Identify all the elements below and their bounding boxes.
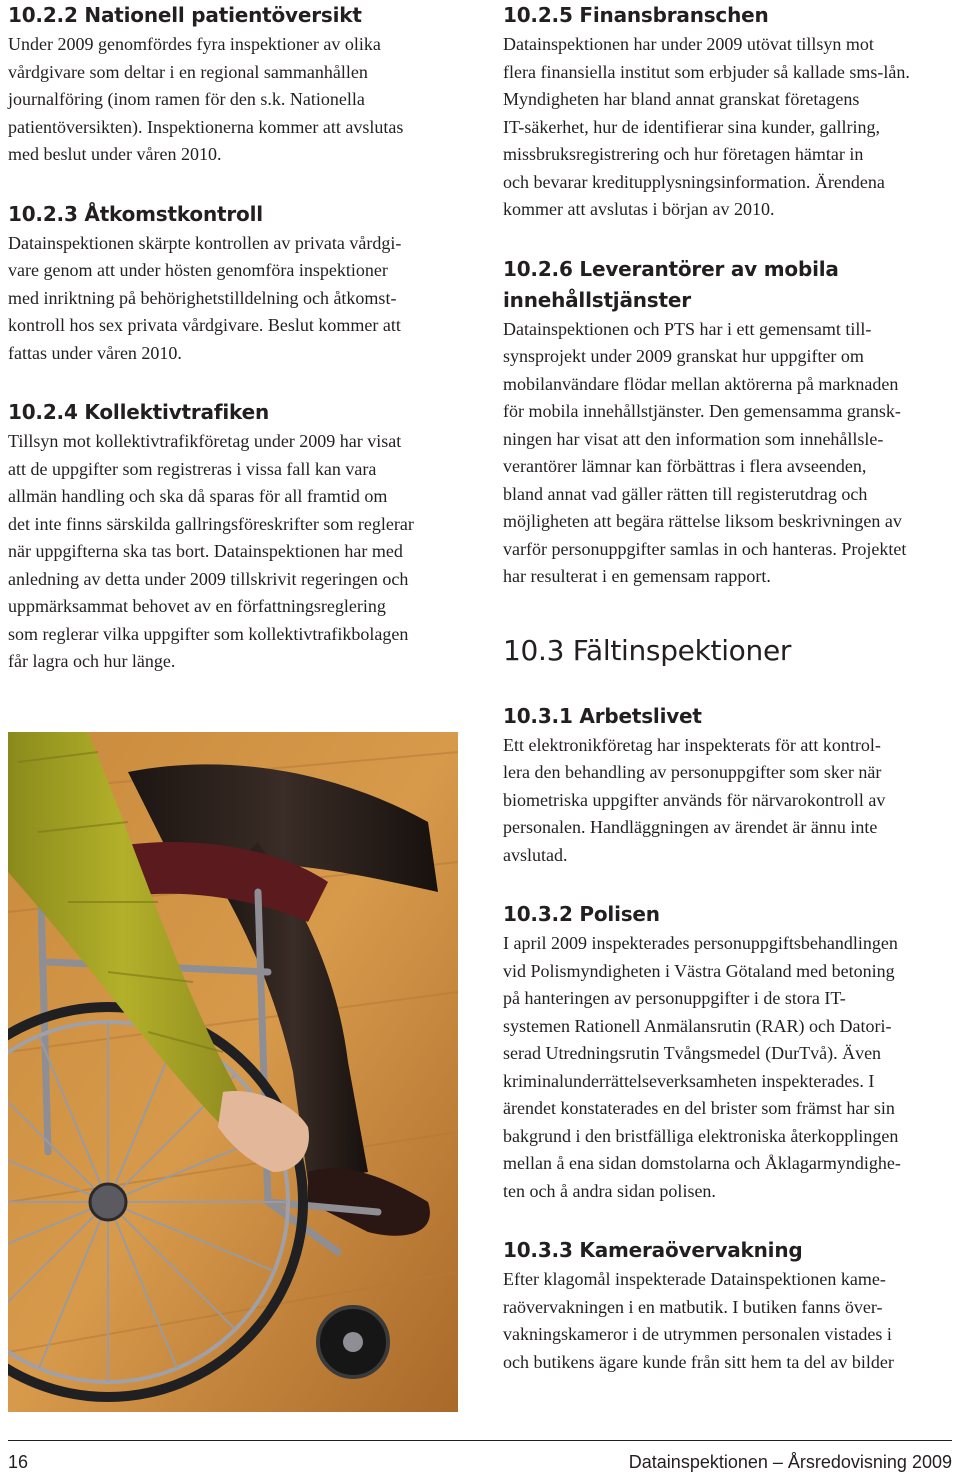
section-body: Datainspektionen skärpte kontrollen av privata vårdgi- vare genom att under hösten genomföra inspektioner med inriktning på behörighetstilldelning och åtkomst- kontroll hos sex privata vårdgivare. Beslut kommer att fattas under våren 2010. <box>8 232 402 363</box>
footer-divider <box>8 1440 952 1441</box>
section-10-2-5 <box>503 0 955 224</box>
section-heading: 10.3.1 Arbetslivet <box>503 703 702 728</box>
section-heading: 10.2.4 Kollektivtrafiken <box>8 400 269 424</box>
section-10-2-3 <box>8 169 458 368</box>
section-10-3-3 <box>503 1205 955 1376</box>
section-heading: 10.2.5 Finansbranschen <box>503 3 769 27</box>
section-heading: 10.3.2 Polisen <box>503 902 660 926</box>
section-body: Datainspektionen och PTS har i ett gemensamt till- synsprojekt under 2009 granskat hur uppgifter om mobilanvändare flödar mellan aktörerna på marknaden för mobila innehållstjänster. Den gemensamma gransk- ningen har visat att den information som innehållsle- verantörer lämnar kan förbättras i flera avseenden, bland annat vad gäller rätten till registerutdrag och möjligheten att begära rättelse liksom beskrivningen av varför personuppgifter samlas in och hanteras. Projektet har resulterat i en gemensam rapport. <box>503 318 907 586</box>
section-body: Efter klagomål inspekterade Datainspektionen kame- raövervakningen i en matbutik. I butiken fanns över- vakningskameror i de utrymmen personalen vistades i och butikens ägare kunde från sitt hem ta del av bilder <box>503 1269 894 1372</box>
section-body: I april 2009 inspekterades personuppgiftsbehandlingen vid Polismyndigheten i Västra Götaland med betoning på hanteringen av personuppgifter i de stora IT- systemen Rationell Anmälansrutin (RAR) och Datori- serad Utredningsrutin Tvångsmedel (DurTvå). Även kriminalunderrättelseverksamheten inspekterades. I ärendet konstaterades en del brister som främst har sin bakgrund i den bristfälliga elektroniska återkopplingen mellan å ena sidan domstolarna och Åklagarmyndighe- ten och å andra sidan polisen. <box>503 933 901 1201</box>
section-10-3 <box>503 591 955 671</box>
section-heading: 10.3.3 Kameraövervakning <box>503 1238 803 1262</box>
publication-title: Datainspektionen – Årsredovisning 2009 <box>628 1452 952 1472</box>
section-body: Ett elektronikföretag har inspekterats för att kontrol- lera den behandling av personuppgifter som sker när biometriska uppgifter används för närvarokontroll av personalen. Handläggningen av ärendet är ännu inte avslutad. <box>503 734 886 865</box>
section-10-2-4 <box>8 367 458 676</box>
section-10-2-2 <box>8 0 458 169</box>
page-number: 16 <box>8 1452 29 1472</box>
section-10-3-2 <box>503 869 955 1205</box>
section-body: Under 2009 genomfördes fyra inspektioner av olika vårdgivare som deltar i en regional sammanhållen journalföring (inom ramen för den s.k. Nationella patientöversikten). Inspektionerna kommer att avslutas med beslut under våren 2010. <box>8 34 404 164</box>
section-10-2-6 <box>503 224 955 591</box>
chapter-heading: 10.3 Fältinspektioner <box>503 633 792 667</box>
section-heading: 10.2.6 Leverantörer av mobila innehållstjänster <box>503 256 839 312</box>
section-10-3-1 <box>503 671 955 870</box>
section-heading: 10.2.2 Nationell patientöversikt <box>8 3 362 27</box>
section-heading: 10.2.3 Åtkomstkontroll <box>8 201 263 226</box>
section-body: Tillsyn mot kollektivtrafikföretag under 2009 har visat att de uppgifter som registreras i vissa fall kan vara allmän handling och ska då sparas för all framtid om det inte finns särskilda gallringsföreskrifter som reglerar när uppgifterna ska tas bort. Datainspektionen har med anledning av detta under 2009 tillskrivit regeringen och uppmärksammat behovet av en författningsreglering som reglerar vilka uppgifter som kollektivtrafikbolagen får lagra och hur länge. <box>8 431 414 671</box>
right-column <box>503 0 955 1376</box>
section-body: Datainspektionen har under 2009 utövat tillsyn mot flera finansiella institut som erbjuder så kallade sms-lån. Myndigheten har bland annat granskat företagens IT-säkerhet, hur de identifierar sina kunder, gallring, missbruksregistrering och hur företagen hämtar in och bevarar kreditupplysningsinformation. Ärendena kommer att avslutas i början av 2010. <box>503 34 910 219</box>
wheelchair-photo <box>8 732 458 1412</box>
left-column <box>8 0 458 676</box>
